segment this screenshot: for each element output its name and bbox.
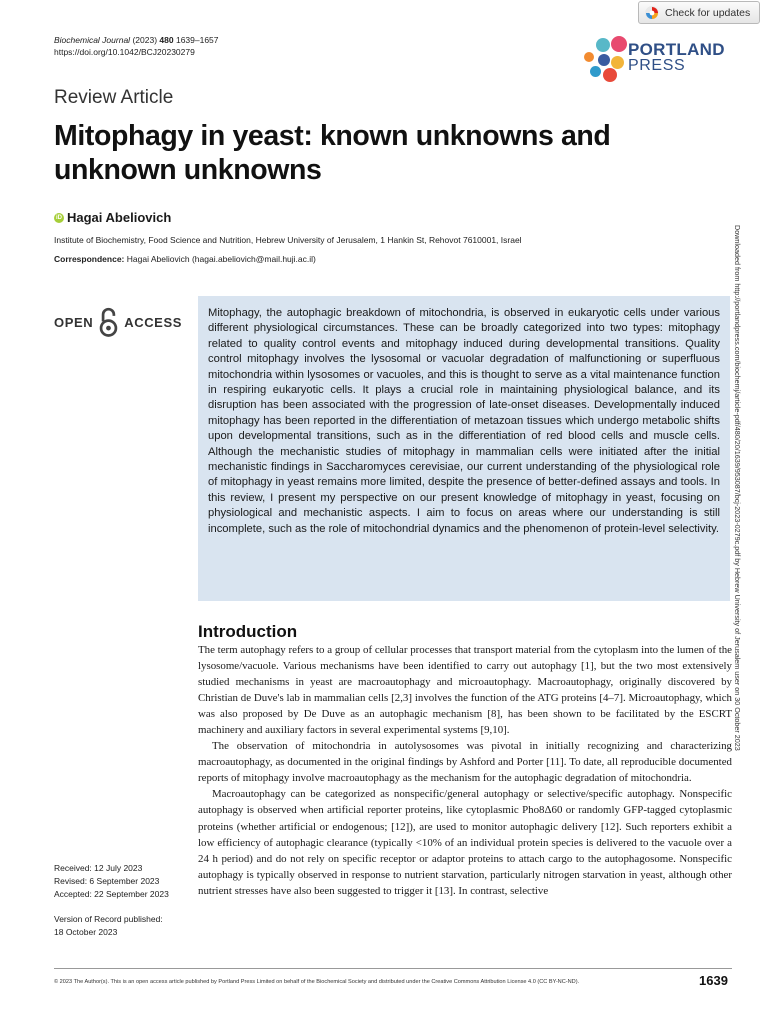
open-access-left: OPEN [54, 314, 94, 330]
section-heading-introduction: Introduction [198, 622, 298, 641]
check-updates-label: Check for updates [665, 6, 751, 19]
open-access-badge [54, 298, 182, 346]
publisher-line1: PORTLAND [628, 40, 725, 59]
version-of-record [54, 913, 163, 939]
article-title: Mitophagy in yeast: known unknowns and unknown unknowns [54, 120, 611, 186]
revised-date: Revised: 6 September 2023 [54, 876, 160, 886]
author-line [54, 210, 171, 225]
author-name: Hagai Abeliovich [67, 210, 172, 225]
vor-date: 18 October 2023 [54, 927, 118, 937]
article-type: Review Article [54, 87, 174, 108]
intro-paragraph-3: Macroautophagy can be categorized as nonspecific/general autophagy or selective/specific autophagy. Nonspecific autophagy is observed when artificial reporter proteins, like cytoplasmic Pho8Δ60 or randomly GFP-tagged cytoplasmic proteins (whether artificial or endogenous; [12]), are used to monitor autophagic delivery [12]. Such reporters exhibit a low efficiency of autophagic clearance (typically <10% of an individual protein species is delivered to the vacuole over a 24 h period) and do not rely on specific receptor or adaptor proteins to attach cargo to the autophagosome. Nonspecific autophagy is typically observed in response to nutrient starvation, particularly nitrogen starvation in yeast, although other nutrient stresses have also been suggested to trigger it [13]. In contrast, selective [198, 788, 732, 897]
doi-link[interactable]: https://doi.org/10.1042/BCJ20230279 [54, 47, 195, 57]
license-statement: © 2023 The Author(s). This is an open access article published by Portland Press Limited on behalf of the Biochemical Society and distributed under the Creative Commons Attribution License 4.0 (CC BY-NC-ND). [54, 979, 580, 985]
portland-press-logo [580, 36, 740, 86]
correspondence [54, 254, 316, 264]
download-note-text: Downloaded from http://portlandpress.com/biochemj/article-pdf/480/20/1639/953087/bcj-2023-0279c.pdf by Hebrew University of Jerusalem user on 30 October 2023 [733, 225, 742, 751]
publisher-wordmark [628, 42, 725, 74]
abstract-box: Mitophagy, the autophagic breakdown of mitochondria, is observed in eukaryotic cells under various different physiological circumstances. These can be broadly categorized into two types: mitophagy related to quality control events and mitophagy induced during developmental transitions. Quality control mitophagy involves the lysosomal or vacuolar degradation of malfunctioning or superfluous mitochondria within lysosomes or vacuoles, and this is thought to serve as a vital maintenance function in respiring eukaryotic cells. It plays a crucial role in maintaining physiological balance, and its disruption has been associated with the progression of late-onset diseases. Developmentally induced mitophagy has been reported in the differentiation of metazoan tissues which undergo metabolic shifts upon developmental transitions, such as in the differentiation of red blood cells and muscle cells. Although the mechanistic studies of mitophagy in mammalian cells were initiated after the initial mechanistic findings in Saccharomyces cerevisiae, our current understanding of the physiological role of mitophagy in yeast remains more limited, despite the presence of better-defined assays and tools. In this review, I present my perspective on our present knowledge of mitophagy in yeast, focusing on physiological and mechanistic aspects. I aim to focus on areas where our understanding is still incomplete, such as the role of mitochondrial dynamics and the phenomenon of protein-level selectivity. [198, 296, 730, 601]
publisher-line2: PRESS [628, 57, 686, 74]
open-access-right: ACCESS [124, 314, 182, 330]
footer-divider [54, 968, 732, 969]
logo-dots-icon [580, 36, 630, 86]
open-lock-icon [97, 299, 120, 345]
journal-citation [54, 34, 219, 58]
received-date: Received: 12 July 2023 [54, 863, 143, 873]
journal-volume: 480 [159, 35, 174, 45]
orcid-icon[interactable]: iD [56, 214, 62, 221]
accepted-date: Accepted: 22 September 2023 [54, 889, 169, 899]
article-history [54, 862, 169, 901]
check-for-updates-button[interactable] [638, 1, 760, 24]
journal-name: Biochemical Journal [54, 35, 131, 45]
affiliation: Institute of Biochemistry, Food Science and Nutrition, Hebrew University of Jerusalem, 1 Hankin St, Rehovot 7610001, Israel [54, 235, 522, 245]
correspondence-email[interactable]: Hagai Abeliovich (hagai.abeliovich@mail.huji.ac.il) [126, 254, 316, 264]
vor-label: Version of Record published: [54, 914, 163, 924]
intro-paragraph-1: The term autophagy refers to a group of cellular processes that transport material from the cytoplasm into the lumen of the lysosome/vacuole. Various mechanisms have been identified to carry out autophagy [1], but the two most extensively studied mechanisms in yeast are macroautophagy and microautophagy. Macroautophagy, originally discovered by Christian de Duve's lab in mammalian cells [2,3] involves the function of the ATG proteins [4–7]. Microautophagy, which was also proposed by De Duve as an autophagic mechanism [8], has been shown to be facilitated by the ESCRT machinery and auxiliary factors in several experimental systems [9,10]. [198, 644, 732, 737]
download-note [730, 225, 744, 800]
introduction-body [198, 642, 732, 899]
journal-year: (2023) [132, 35, 158, 45]
journal-pages: 1639–1657 [175, 35, 219, 45]
intro-paragraph-2: The observation of mitochondria in autolysosomes was pivotal in initially recognizing and characterizing macroautophagy, as documented in the original findings by Ashford and Porter [11]. To date, all reproducible documented reports of mitophagy involve macroautophagy as the mechanism for the autophagic degradation of mitochondria. [198, 740, 732, 785]
correspondence-label: Correspondence: [54, 254, 125, 264]
crossmark-icon [645, 6, 659, 20]
page-number: 1639 [699, 973, 728, 988]
